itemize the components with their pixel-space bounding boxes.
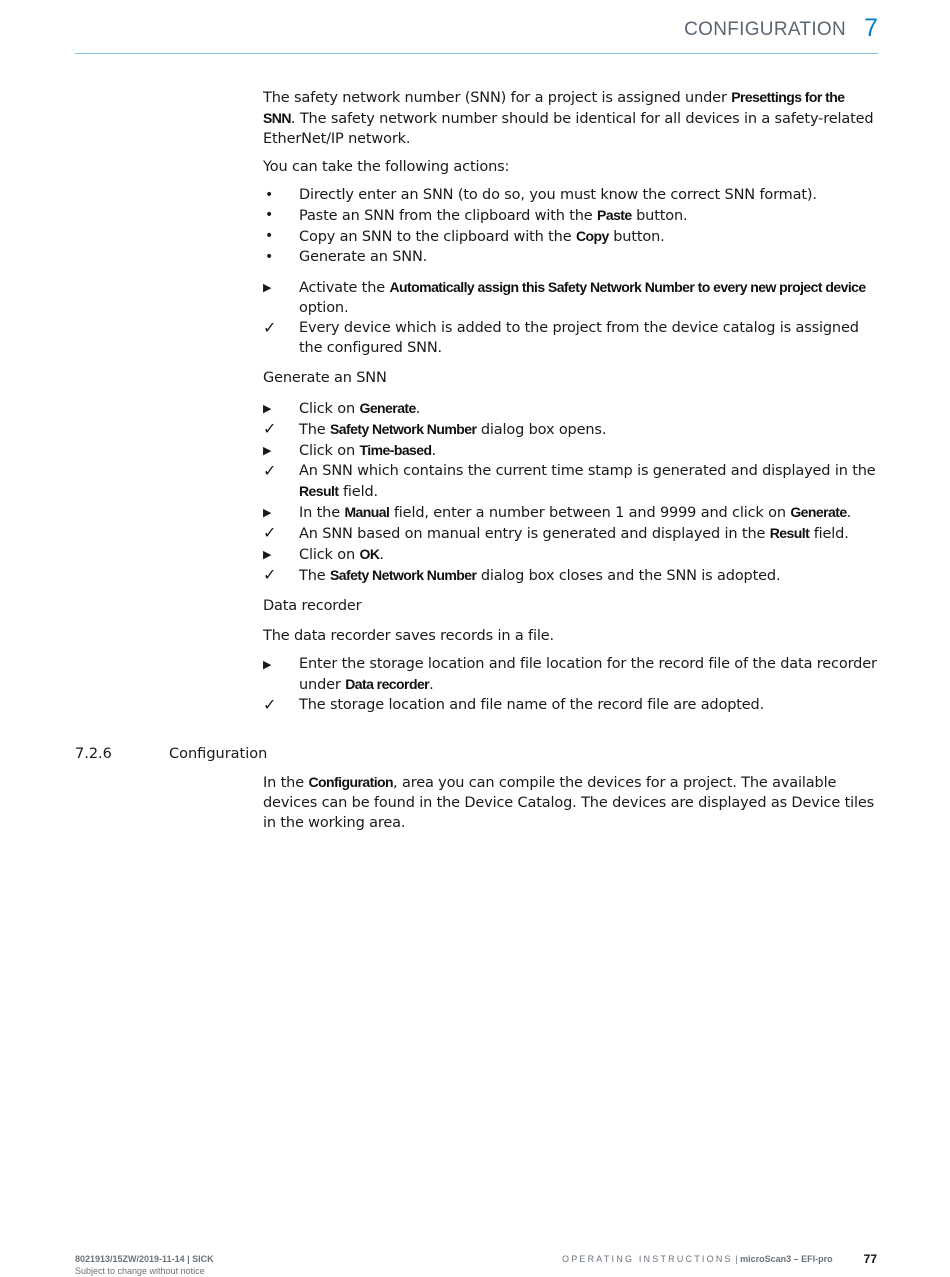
- list-item: • Copy an SNN to the clipboard with the Copy button.: [265, 228, 665, 245]
- step-item: ▶ Click on Generate.: [263, 400, 421, 417]
- step-arrow-icon: ▶: [263, 444, 272, 457]
- step-item: ▶ Activate the Automatically assign this Safety Network Number to every new project device option.: [263, 279, 866, 316]
- chapter-title: CONFIGURATION: [684, 19, 846, 40]
- page-number: 77: [863, 1252, 877, 1266]
- result-item: ✓ The storage location and file name of the record file are adopted.: [263, 695, 765, 714]
- check-icon: ✓: [263, 318, 277, 337]
- subheading-data-recorder: Data recorder: [263, 598, 362, 614]
- footer-title: OPERATING INSTRUCTIONS | microScan3 – EFI-pro: [562, 1254, 833, 1264]
- generate-steps: [263, 398, 878, 586]
- footer-doc-info: [75, 1253, 214, 1277]
- result-item: ✓ An SNN which contains the current time stamp is generated and displayed in the Result field.: [263, 461, 876, 500]
- chapter-number: 7: [864, 14, 878, 42]
- intro-paragraph: The safety network number (SNN) for a project is assigned under Presettings for the SNN. The safety network number should be identical for all devices in a safety-related EtherNet/IP network.: [263, 89, 874, 147]
- list-item: • Generate an SNN.: [265, 249, 428, 265]
- step-arrow-icon: ▶: [263, 281, 272, 294]
- ui-term: Presettings for the SNN: [263, 89, 845, 126]
- subheading-generate: Generate an SNN: [263, 370, 387, 386]
- list-item: • Directly enter an SNN (to do so, you must know the correct SNN format).: [265, 187, 817, 203]
- check-icon: ✓: [263, 523, 277, 542]
- check-icon: ✓: [263, 565, 277, 584]
- step-arrow-icon: ▶: [263, 506, 272, 519]
- step-item: ▶ Click on Time-based.: [263, 442, 437, 459]
- bullet-icon: •: [265, 249, 274, 265]
- result-item: ✓ The Safety Network Number dialog box opens.: [263, 419, 607, 438]
- check-icon: ✓: [263, 695, 277, 714]
- actions-list: [263, 185, 878, 267]
- section-title: Configuration: [169, 746, 268, 762]
- check-icon: ✓: [263, 419, 277, 438]
- step-item: ▶ In the Manual field, enter a number between 1 and 9999 and click on Generate.: [263, 504, 852, 521]
- bullet-icon: •: [265, 207, 274, 223]
- section-number: 7.2.6: [75, 746, 112, 762]
- result-item: ✓ Every device which is added to the project from the device catalog is assigned the configured SNN.: [263, 318, 859, 356]
- page-header: [75, 0, 878, 54]
- step-arrow-icon: ▶: [263, 658, 272, 671]
- footer-notice: Subject to change without notice: [75, 1266, 205, 1276]
- recorder-paragraph: The data recorder saves records in a file.: [263, 628, 554, 644]
- result-item: ✓ An SNN based on manual entry is generated and displayed in the Result field.: [263, 523, 849, 542]
- step-arrow-icon: ▶: [263, 402, 272, 415]
- activate-steps: [263, 277, 878, 358]
- step-item: ▶ Enter the storage location and file location for the record file of the data recorder under Data recorder.: [263, 656, 877, 693]
- section-paragraph: In the Configuration, area you can compile the devices for a project. The available devices can be found in the Device Catalog. The devices are displayed as Device tiles in the working area.: [263, 774, 875, 831]
- footer-docid: 8021913/15ZW/2019-11-14 | SICK: [75, 1254, 214, 1264]
- bullet-icon: •: [265, 187, 274, 203]
- step-arrow-icon: ▶: [263, 548, 272, 561]
- main-content: [263, 87, 878, 725]
- recorder-steps: [263, 654, 878, 715]
- actions-intro: You can take the following actions:: [263, 159, 510, 175]
- check-icon: ✓: [263, 461, 277, 480]
- list-item: • Paste an SNN from the clipboard with the Paste button.: [265, 207, 688, 224]
- step-item: ▶ Click on OK.: [263, 546, 384, 563]
- section-content: [263, 772, 878, 833]
- result-item: ✓ The Safety Network Number dialog box closes and the SNN is adopted.: [263, 565, 781, 584]
- bullet-icon: •: [265, 228, 274, 244]
